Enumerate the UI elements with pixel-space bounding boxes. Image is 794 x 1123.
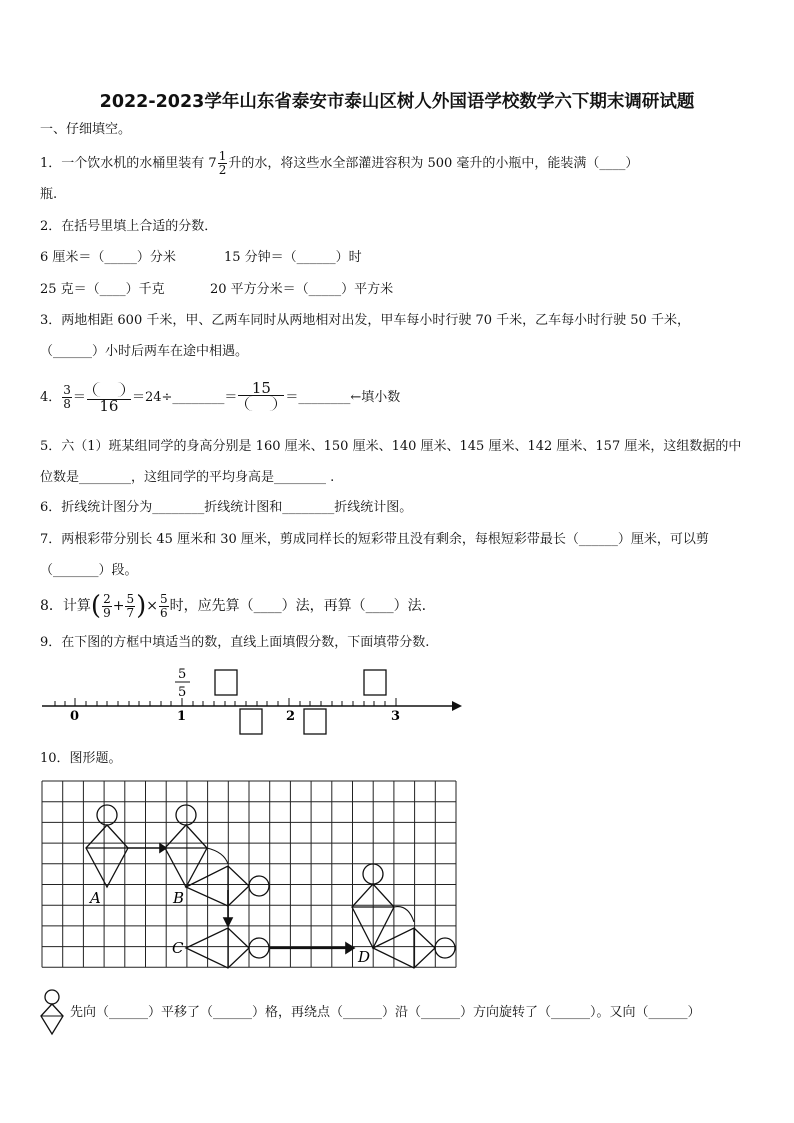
question-10-stem: 10．图形题。 — [40, 751, 122, 766]
point-label-A: A — [90, 889, 101, 907]
q8-left-paren: ( — [90, 591, 102, 621]
improper-fraction-numerator: 5 — [178, 667, 187, 682]
figure-shapes — [86, 805, 455, 968]
q8-right-paren: ) — [136, 591, 147, 621]
question-5-line-1: 5．六（1）班某组同学的身高分别是 160 厘米、150 厘米、140 厘米、145 厘米、142 厘米、157 厘米，这组数据的中 — [40, 439, 742, 454]
q4-number: 4． — [40, 390, 62, 405]
tick-label-2: 2 — [286, 709, 296, 724]
section-heading: 一、仔细填空。 — [40, 122, 132, 137]
q8-text-a: 8．计算 — [40, 598, 91, 614]
question-2-stem: 2．在括号里填上合适的分数． — [40, 219, 218, 234]
q2-item-3: 25 克＝（____）千克 — [40, 282, 165, 297]
translate-arrow-1 — [160, 844, 166, 852]
tick-label-1: 1 — [177, 709, 187, 724]
q8-plus: + — [112, 598, 125, 614]
q8-fraction-3: $\frac{5}{6}$ — [159, 591, 168, 620]
q4-fraction-blank-denominator[interactable]: 15 — [238, 382, 284, 413]
question-7-line-1: 7．两根彩带分别长 45 厘米和 30 厘米，剪成同样长的短彩带且没有剩余，每根短彩带最长（______）厘米，可以剪 — [40, 532, 709, 547]
q8-text-b: 时，应先算（____）法，再算（____）法. — [169, 598, 427, 614]
q4-tail: ＝________←填小数 — [285, 390, 401, 405]
question-5-line-2: 位数是________，这组同学的平均身高是________ . — [40, 470, 335, 485]
q8-times: × — [146, 598, 158, 614]
point-label-B: B — [173, 889, 185, 907]
arrows — [128, 844, 414, 953]
key-shape-diamond — [41, 1004, 63, 1034]
q4-fraction-1: $\frac{3}{8}$ — [63, 383, 71, 411]
improper-fraction-denominator: 5 — [178, 685, 187, 700]
q2-item-2: 15 分钟＝（______）时 — [224, 250, 362, 265]
page-title: 2022-2023学年山东省泰安市泰山区树人外国语学校数学六下期末调研试题 — [99, 92, 695, 112]
q1-text-a: 1．一个饮水机的水桶里装有 7 — [40, 156, 217, 171]
question-3-line-2: （______）小时后两车在途中相遇。 — [40, 344, 249, 359]
question-3-line-1: 3．两地相距 600 千米，甲、乙两车同时从两地相对出发，甲车每小时行驶 70 千米，乙车每小时行驶 50 千米， — [40, 313, 690, 328]
q2-item-4: 20 平方分米＝（_____）平方米 — [210, 282, 394, 297]
q4-middle-text: ＝24÷________＝ — [131, 390, 238, 405]
question-7-line-2: （_______）段。 — [40, 563, 138, 578]
q1-continuation: 瓶. — [40, 187, 58, 202]
tick-label-0: 0 — [70, 709, 80, 724]
question-9-stem: 9．在下图的方框中填适当的数，直线上面填假分数，下面填带分数. — [40, 635, 430, 650]
q2-item-1: 6 厘米＝（_____）分米 — [40, 250, 176, 265]
tick-label-3: 3 — [391, 709, 401, 724]
q1-text-b: 升的水，将这些水全部灌进容积为 500 毫升的小瓶中，能装满（____） — [228, 156, 639, 171]
point-label-C: C — [172, 939, 184, 957]
question-6: 6．折线统计图分为________折线统计图和________折线统计图。 — [40, 500, 413, 515]
grid-lines — [42, 781, 456, 967]
point-label-D: D — [358, 948, 371, 966]
q4-equals: ＝ — [72, 390, 86, 405]
q4-fraction-blank-numerator[interactable]: 16 — [87, 382, 131, 413]
translate-arrow-2 — [224, 918, 232, 926]
question-10-bottom-text: 先向（______）平移了（______）格，再绕点（______）沿（______）方向旋转了（______）。又向（______） — [70, 1005, 701, 1020]
q8-fraction-1: $\frac{2}{9}$ — [103, 591, 111, 620]
key-shape-circle — [45, 990, 59, 1004]
q1-fraction: $\frac{1}{2}$ — [218, 149, 227, 177]
q8-fraction-2: $\frac{5}{7}$ — [126, 591, 135, 620]
